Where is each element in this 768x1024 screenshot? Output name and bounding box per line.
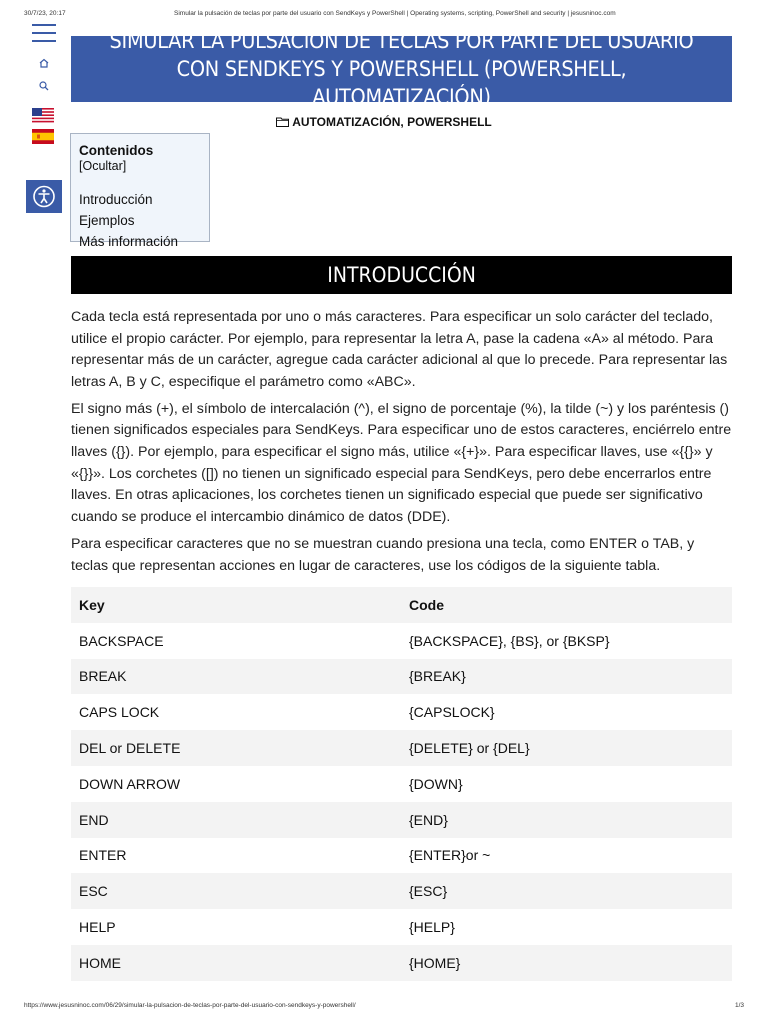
code-cell: {ENTER}or ~ (409, 847, 491, 864)
table-row (71, 730, 732, 766)
print-header (0, 10, 768, 22)
table-row (71, 659, 732, 695)
code-cell: {END} (409, 811, 448, 828)
key-cell: HOME (79, 954, 121, 971)
key-cell: BACKSPACE (79, 632, 164, 649)
code-cell: {ESC} (409, 883, 448, 900)
page-number: 1/3 (734, 1002, 744, 1009)
key-cell: DEL or DELETE (79, 740, 181, 757)
article-content (71, 307, 735, 583)
paragraph: Cada tecla está representada por uno o más caracteres. Para especificar un solo carácter del teclado, utilice el propio carácter. Por ejemplo, para representar la letra A, pase la cadena «A» al método. Para representar más de un carácter, agregue cada carácter adicional al que lo precede. Para representar las letras A, B y C, especifique el parámetro como «ABC». (71, 309, 728, 390)
toc-toggle-button[interactable]: [Ocultar] (79, 159, 127, 173)
paragraph: Para especificar caracteres que no se muestran cuando presiona una tecla, como ENTER o TAB, y teclas que representan acciones en lugar de caracteres, use los códigos de la siguiente tabla. (71, 535, 695, 574)
search-icon[interactable] (38, 79, 50, 91)
code-cell: {DELETE} or {DEL} (409, 740, 530, 757)
section-heading: INTRODUCCIÓN (327, 263, 476, 287)
paragraph: El signo más (+), el símbolo de intercalación (^), el signo de porcentaje (%), la tilde (~) y los paréntesis () tienen significados especiales para SendKeys. Para especificar uno de estos caracteres, enciérrelo entre llaves ({}). Por ejemplo, para especificar el signo más, utilice «{+}». Para especificar llaves, use «{{}» y «{}}». Los corchetes ([]) no tienen un significado especial para SendKeys, pero debe encerrarlos entre llaves. En otras aplicaciones, los corchetes tienen un significado especial que puede ser significativo cuando se produce el intercambio dinámico de datos (DDE). (71, 400, 732, 525)
sendkeys-codes-table (71, 587, 732, 981)
key-cell: ESC (79, 883, 108, 900)
table-row (71, 766, 732, 802)
print-date: 30/7/23, 20:17 (24, 10, 66, 17)
column-header-code: Code (409, 596, 444, 613)
toc-item-introduccion[interactable]: Introducción (79, 192, 153, 207)
toc-item-mas-informacion[interactable]: Más información (79, 234, 179, 249)
table-row (71, 873, 732, 909)
table-row (71, 802, 732, 838)
home-icon[interactable] (38, 56, 50, 68)
print-footer (0, 1002, 768, 1014)
table-header-row (71, 587, 732, 623)
code-cell: {BREAK} (409, 668, 466, 685)
article-categories (0, 115, 768, 130)
article-title-banner (71, 29, 732, 109)
print-url: https://www.jesusninoc.com/06/29/simular-la-pulsacion-de-teclas-por-parte-del-usuario-con-sendkeys-y-powershell/ (24, 1002, 356, 1009)
code-cell: {HELP} (409, 919, 455, 936)
key-cell: ENTER (79, 847, 127, 864)
code-cell: {HOME} (409, 954, 461, 971)
table-row (71, 694, 732, 730)
key-cell: CAPS LOCK (79, 704, 160, 721)
table-of-contents (70, 133, 210, 249)
left-rail (0, 0, 70, 1024)
column-header-key: Key (79, 596, 105, 613)
code-cell: {BACKSPACE}, {BS}, or {BKSP} (409, 632, 610, 649)
toc-header (79, 143, 201, 173)
toc-item-ejemplos[interactable]: Ejemplos (79, 213, 135, 228)
code-cell: {CAPSLOCK} (409, 704, 495, 721)
folder-icon (276, 116, 289, 130)
table-row (71, 623, 732, 659)
table-row (71, 909, 732, 945)
accessibility-icon[interactable] (26, 180, 62, 213)
key-cell: END (79, 811, 109, 828)
table-row (71, 838, 732, 874)
category-links[interactable]: AUTOMATIZACIÓN, POWERSHELL (292, 115, 492, 129)
section-heading-bar (71, 256, 732, 294)
code-cell: {DOWN} (409, 775, 463, 792)
toc-list (79, 189, 201, 252)
toc-title: Contenidos (79, 143, 154, 158)
flag-es-icon[interactable] (32, 129, 54, 144)
key-cell: BREAK (79, 668, 127, 685)
hamburger-menu-icon[interactable] (32, 24, 56, 42)
key-cell: HELP (79, 919, 116, 936)
table-row (71, 945, 732, 981)
article-title: SIMULAR LA PULSACIÓN DE TECLAS POR PARTE DEL USUARIO CON SENDKEYS Y POWERSHELL (POWERSHELL, AUTOMATIZACIÓN) (109, 29, 694, 109)
key-cell: DOWN ARROW (79, 775, 181, 792)
print-page-title: Simular la pulsación de teclas por parte del usuario con SendKeys y PowerShell | Operating systems, scripting, PowerShell and security | jesusninoc.com (174, 10, 616, 17)
